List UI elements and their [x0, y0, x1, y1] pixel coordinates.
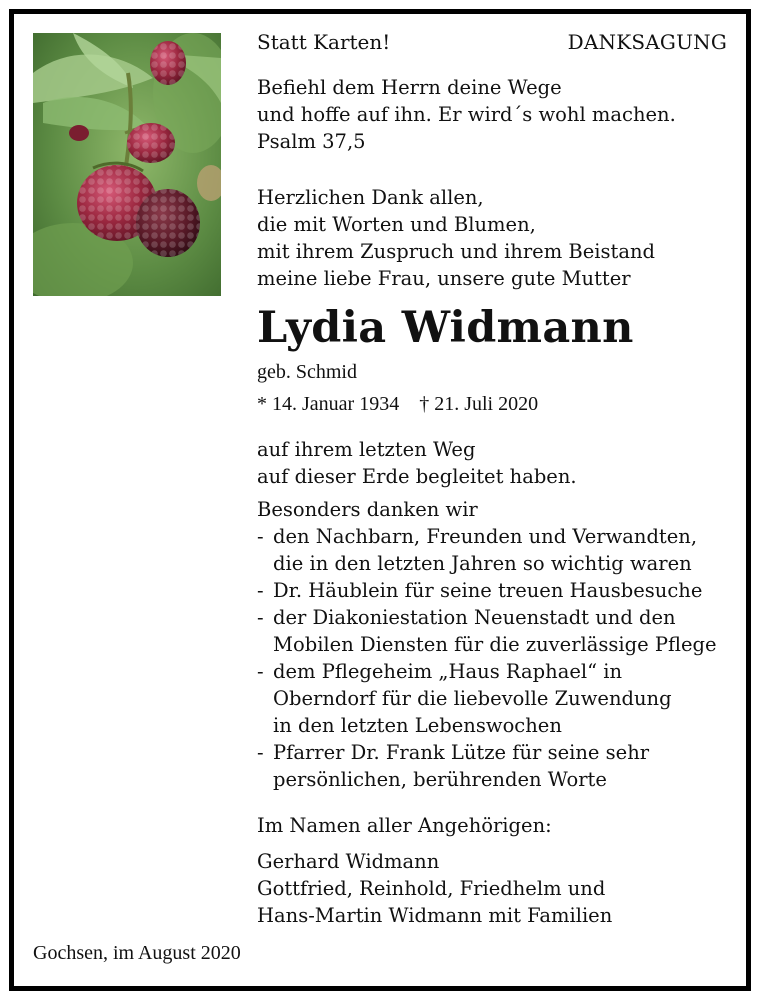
on-behalf-intro: Im Namen aller Angehörigen: [257, 814, 552, 837]
list-dash: - [257, 606, 264, 629]
list-item [257, 739, 717, 793]
family-line: Gerhard Widmann [257, 850, 440, 873]
list-item [257, 658, 717, 739]
list-dash: - [257, 741, 264, 764]
thanks-line: Herzlichen Dank allen, [257, 186, 484, 209]
birth-name: geb. Schmid [257, 361, 357, 383]
list-dash: - [257, 579, 264, 602]
special-thanks-list [257, 523, 717, 793]
place-date: Gochsen, im August 2020 [33, 942, 241, 964]
last-way-line: auf ihrem letzten Weg [257, 438, 476, 461]
family-line: Gottfried, Reinhold, Friedhelm und [257, 877, 606, 900]
thanks-line: die mit Worten und Blumen, [257, 213, 536, 236]
list-dash: - [257, 660, 264, 683]
list-item-line: in den letzten Lebenswochen [273, 714, 562, 737]
verse-reference: Psalm 37,5 [257, 130, 366, 153]
raspberry-image [33, 33, 221, 296]
list-item-line: Dr. Häublein für seine treuen Hausbesuche [273, 579, 703, 602]
list-item-line: die in den letzten Jahren so wichtig waren [273, 552, 692, 575]
thanks-line: meine liebe Frau, unsere gute Mutter [257, 267, 631, 290]
last-way-line: auf dieser Erde begleitet haben. [257, 465, 577, 488]
list-item [257, 523, 717, 577]
deceased-name: Lydia Widmann [257, 303, 634, 353]
special-thanks-intro: Besonders danken wir [257, 498, 478, 521]
last-way-paragraph [257, 436, 577, 490]
family-line: Hans-Martin Widmann mit Familien [257, 904, 613, 927]
verse-line: Befiehl dem Herrn deine Wege [257, 76, 562, 99]
list-item-line: den Nachbarn, Freunden und Verwandten, [273, 525, 698, 548]
family-signature [257, 848, 612, 929]
thanks-paragraph [257, 184, 655, 292]
bible-verse [257, 74, 676, 155]
list-dash: - [257, 525, 264, 548]
list-item-line: persönlichen, berührenden Worte [273, 768, 607, 791]
list-item-line: dem Pflegeheim „Haus Raphael“ in [273, 660, 623, 683]
death-date: † 21. Juli 2020 [419, 393, 539, 415]
list-item [257, 604, 717, 658]
birth-date: * 14. Januar 1934 [257, 393, 400, 415]
list-item [257, 577, 717, 604]
verse-line: und hoffe auf ihn. Er wird´s wohl machen. [257, 103, 676, 126]
statt-karten-label: Statt Karten! [257, 30, 391, 54]
list-item-line: Mobilen Diensten für die zuverlässige Pflege [273, 633, 717, 656]
list-item-line: Pfarrer Dr. Frank Lütze für seine sehr [273, 741, 650, 764]
list-item-line: Oberndorf für die liebevolle Zuwendung [273, 687, 672, 710]
life-dates [257, 393, 538, 416]
danksagung-heading: DANKSAGUNG [567, 30, 727, 54]
list-item-line: der Diakoniestation Neuenstadt und den [273, 606, 676, 629]
thanks-line: mit ihrem Zuspruch und ihrem Beistand [257, 240, 656, 263]
raspberry-photo [33, 33, 221, 296]
